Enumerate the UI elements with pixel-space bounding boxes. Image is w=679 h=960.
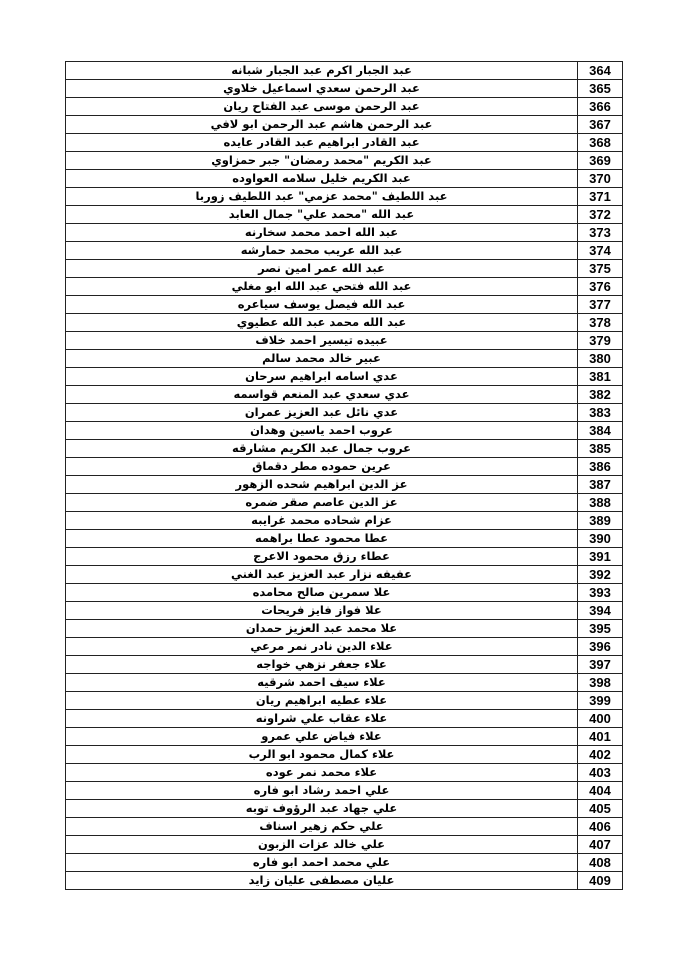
row-name-cell: عرين حموده مطر دقماق [66,458,578,476]
table-row [66,296,623,314]
row-number-cell: 388 [578,494,623,512]
table-row [66,404,623,422]
row-name-cell: عطا محمود عطا براهمه [66,530,578,548]
table-row [66,476,623,494]
row-name-cell: علاء عقاب علي شراونه [66,710,578,728]
table-row [66,674,623,692]
row-name-cell: عبد الله "محمد علي" جمال العابد [66,206,578,224]
table-row [66,602,623,620]
row-number-cell: 371 [578,188,623,206]
table-row [66,728,623,746]
table-row [66,638,623,656]
row-name-cell: عز الدين ابراهيم شحده الزهور [66,476,578,494]
row-number-cell: 366 [578,98,623,116]
row-name-cell: علاء محمد نمر عوده [66,764,578,782]
row-number-cell: 377 [578,296,623,314]
table-row [66,512,623,530]
row-name-cell: عبد الرحمن موسى عبد الفتاح ريان [66,98,578,116]
table-row [66,494,623,512]
table-row [66,350,623,368]
row-number-cell: 395 [578,620,623,638]
row-name-cell: علاء عطيه ابراهيم ريان [66,692,578,710]
row-number-cell: 372 [578,206,623,224]
table-row [66,530,623,548]
row-name-cell: عروب جمال عبد الكريم مشارقه [66,440,578,458]
table-row [66,224,623,242]
row-name-cell: عبد اللطيف "محمد عزمي" عبد اللطيف زوربا [66,188,578,206]
row-name-cell: عفيفه نزار عبد العزيز عبد الغني [66,566,578,584]
table-row [66,80,623,98]
row-name-cell: علي خالد عزات الزبون [66,836,578,854]
row-number-cell: 397 [578,656,623,674]
row-number-cell: 393 [578,584,623,602]
row-name-cell: عبد الرحمن هاشم عبد الرحمن ابو لافي [66,116,578,134]
row-number-cell: 386 [578,458,623,476]
row-number-cell: 405 [578,800,623,818]
names-table [65,61,623,890]
row-name-cell: عبد الله عريب محمد حمارشه [66,242,578,260]
table-row [66,62,623,80]
row-name-cell: عبد الكريم خليل سلامه العواوده [66,170,578,188]
table-row [66,818,623,836]
table-row [66,260,623,278]
row-number-cell: 367 [578,116,623,134]
row-number-cell: 364 [578,62,623,80]
row-name-cell: عز الدين عاصم صقر ضمره [66,494,578,512]
row-number-cell: 392 [578,566,623,584]
table-row [66,584,623,602]
row-number-cell: 406 [578,818,623,836]
row-number-cell: 403 [578,764,623,782]
row-name-cell: علي احمد رشاد ابو فاره [66,782,578,800]
table-row [66,116,623,134]
row-number-cell: 401 [578,728,623,746]
table-row [66,458,623,476]
row-name-cell: علا سمرين صالح محامده [66,584,578,602]
table-row [66,98,623,116]
row-name-cell: علاء جعفر نزهي خواجه [66,656,578,674]
row-number-cell: 385 [578,440,623,458]
row-number-cell: 383 [578,404,623,422]
row-name-cell: عبد الله عمر امين نصر [66,260,578,278]
row-number-cell: 381 [578,368,623,386]
row-number-cell: 375 [578,260,623,278]
row-number-cell: 365 [578,80,623,98]
table-row [66,836,623,854]
row-name-cell: عبد الله فيصل يوسف سياعره [66,296,578,314]
row-name-cell: عدي نائل عبد العزيز عمران [66,404,578,422]
row-number-cell: 384 [578,422,623,440]
table-row [66,170,623,188]
row-name-cell: عدي اسامه ابراهيم سرحان [66,368,578,386]
row-name-cell: عبير خالد محمد سالم [66,350,578,368]
row-name-cell: عبد الرحمن سعدي اسماعيل خلاوي [66,80,578,98]
table-row [66,422,623,440]
row-name-cell: عروب احمد ياسين وهدان [66,422,578,440]
table-row [66,854,623,872]
row-number-cell: 389 [578,512,623,530]
table-row [66,782,623,800]
row-name-cell: عليان مصطفى عليان زايد [66,872,578,890]
names-table-body [66,62,623,890]
table-row [66,440,623,458]
table-row [66,620,623,638]
table-row [66,188,623,206]
row-name-cell: علي حكم زهير اسناف [66,818,578,836]
row-number-cell: 407 [578,836,623,854]
table-row [66,566,623,584]
row-number-cell: 380 [578,350,623,368]
table-row [66,242,623,260]
row-number-cell: 369 [578,152,623,170]
row-number-cell: 400 [578,710,623,728]
table-row [66,746,623,764]
row-number-cell: 382 [578,386,623,404]
row-number-cell: 391 [578,548,623,566]
row-number-cell: 396 [578,638,623,656]
row-number-cell: 404 [578,782,623,800]
row-name-cell: عزام شحاده محمد غرايبه [66,512,578,530]
row-name-cell: عدي سعدي عبد المنعم قواسمه [66,386,578,404]
row-name-cell: عطاء رزق محمود الاعرج [66,548,578,566]
table-row [66,710,623,728]
row-name-cell: عبد الله احمد محمد سخارنه [66,224,578,242]
row-name-cell: عبد الجبار اكرم عبد الجبار شبانه [66,62,578,80]
table-row [66,278,623,296]
table-row [66,800,623,818]
table-row [66,764,623,782]
row-number-cell: 378 [578,314,623,332]
row-number-cell: 374 [578,242,623,260]
row-name-cell: علي جهاد عبد الرؤوف توبه [66,800,578,818]
row-number-cell: 387 [578,476,623,494]
row-name-cell: عبد الله فتحي عبد الله ابو مغلي [66,278,578,296]
table-row [66,134,623,152]
table-row [66,386,623,404]
row-name-cell: عبد الله محمد عبد الله عطيوي [66,314,578,332]
row-name-cell: علاء الدين نادر نمر مرعي [66,638,578,656]
row-number-cell: 376 [578,278,623,296]
table-row [66,656,623,674]
row-number-cell: 409 [578,872,623,890]
table-row [66,332,623,350]
row-number-cell: 408 [578,854,623,872]
row-name-cell: عبد الكريم "محمد رمضان" جبر حمزاوي [66,152,578,170]
table-row [66,872,623,890]
row-name-cell: علاء سيف احمد شرقيه [66,674,578,692]
row-number-cell: 379 [578,332,623,350]
row-number-cell: 398 [578,674,623,692]
row-name-cell: علاء فياض علي عمرو [66,728,578,746]
row-number-cell: 390 [578,530,623,548]
table-row [66,314,623,332]
row-name-cell: علا فواز فايز فريحات [66,602,578,620]
row-number-cell: 399 [578,692,623,710]
table-row [66,692,623,710]
row-number-cell: 373 [578,224,623,242]
row-number-cell: 394 [578,602,623,620]
row-name-cell: علي محمد احمد ابو فاره [66,854,578,872]
table-row [66,548,623,566]
table-row [66,368,623,386]
row-number-cell: 402 [578,746,623,764]
row-name-cell: عبد القادر ابراهيم عبد القادر عايده [66,134,578,152]
row-name-cell: علا محمد عبد العزيز حمدان [66,620,578,638]
row-number-cell: 370 [578,170,623,188]
row-name-cell: علاء كمال محمود ابو الرب [66,746,578,764]
table-row [66,152,623,170]
table-row [66,206,623,224]
row-number-cell: 368 [578,134,623,152]
row-name-cell: عبيده تيسير احمد خلاف [66,332,578,350]
